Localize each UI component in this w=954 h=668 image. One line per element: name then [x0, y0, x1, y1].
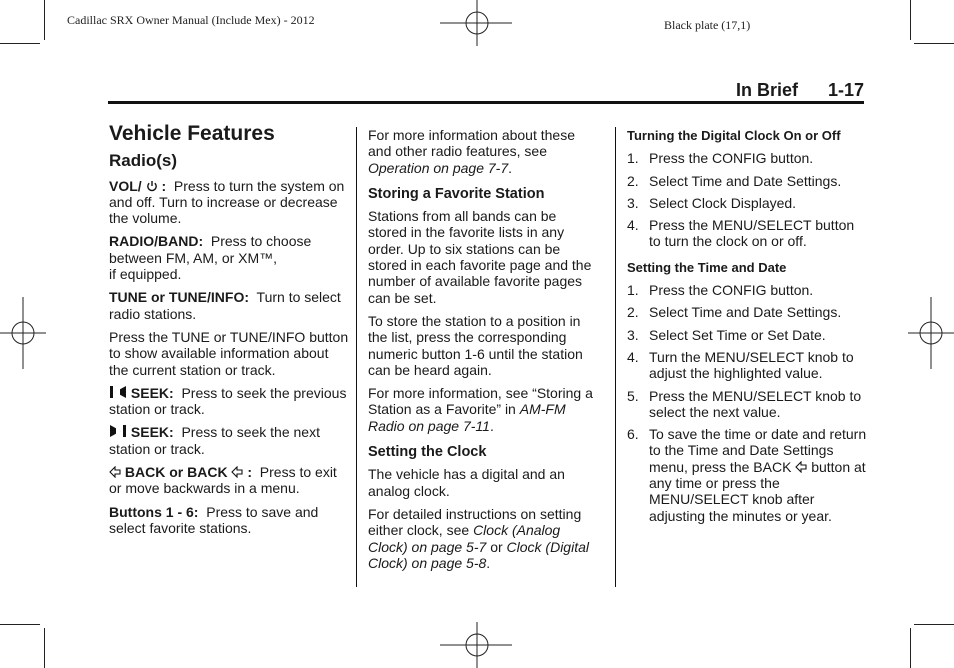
manual-title: Cadillac SRX Owner Manual (Include Mex) - 2012: [67, 13, 315, 27]
power-icon: [146, 180, 158, 192]
analog-clock-reference: Clock (Analog Clock) on page 5-7: [368, 522, 561, 555]
back-paragraph: [109, 464, 349, 497]
header-rule: [108, 101, 864, 104]
list-item: 3. Select Set Time or Set Date.: [627, 326, 826, 343]
buttons-text: Press to save and select favorite stations.: [109, 503, 319, 536]
section-heading: Radio(s): [109, 151, 177, 171]
back-arrow-icon: [231, 466, 243, 478]
back-arrow-icon: [109, 466, 121, 478]
list-item: 2. Select Time and Date Settings.: [627, 172, 842, 189]
plate-label: Black plate (17,1): [664, 18, 751, 32]
seek-previous-icon: [109, 385, 127, 399]
column-divider: [615, 127, 616, 587]
back-colon: :: [247, 464, 253, 481]
registration-target-icon: [440, 622, 516, 668]
intro-text: For more information about these and other radio features, see: [368, 127, 575, 160]
list-item: 2. Select Time and Date Settings.: [627, 304, 842, 321]
favorite-paragraph-1: Stations from all bands can be stored in the favorite lists in any order. Up to six stations can be stored in each favorite page and the number of available favorite pages can be set.: [368, 208, 592, 306]
list-item: 1. Press the CONFIG button.: [627, 282, 814, 299]
clock-paragraph-2: For detailed instructions on setting either clock, see Clock (Analog Clock) on page 5-7 or Clock (Digital Clock) on page 5-8.: [368, 505, 589, 571]
column-divider: [356, 127, 357, 587]
clock-paragraph-1: The vehicle has a digital and an analog clock.: [368, 466, 565, 499]
tune-label: TUNE or TUNE/INFO:: [109, 289, 249, 306]
set-time-heading: Setting the Time and Date: [627, 259, 787, 275]
vol-colon: :: [161, 177, 167, 194]
or-text: or: [490, 538, 503, 555]
tune-text: Turn to select radio stations.: [109, 289, 341, 322]
onoff-steps: [627, 150, 867, 249]
seek-next-text: Press to seek the next station or track.: [109, 424, 320, 457]
registration-target-icon: [440, 0, 516, 46]
favorite-heading: Storing a Favorite Station: [368, 185, 545, 202]
registration-target-icon: [0, 297, 46, 369]
favorite-paragraph-3: For more information, see “Storing a Station as a Favorite” in AM-FM Radio on page 7-11.: [368, 385, 593, 434]
radio-text: Press to choose between FM, AM, or XM™,: [109, 233, 312, 266]
tune-press-paragraph: Press the TUNE or TUNE/INFO button to show available information about the current station or track.: [109, 328, 349, 378]
list-item: 4. Turn the MENU/SELECT knob to adjust the highlighted value.: [627, 348, 854, 382]
running-header: [736, 80, 864, 101]
clock-instructions-text: For detailed instructions on setting either clock, see: [368, 505, 582, 539]
column-1: [109, 122, 349, 543]
page-title: Vehicle Features: [109, 122, 275, 145]
clock-heading: Setting the Clock: [368, 444, 487, 461]
onoff-heading: Turning the Digital Clock On or Off: [627, 128, 841, 143]
section-title: In Brief: [735, 80, 798, 100]
back-arrow-icon: [795, 461, 807, 473]
page-number: 1-17: [827, 80, 864, 100]
seek-next-icon: [109, 424, 127, 438]
column-2: [368, 127, 596, 578]
seek-label: SEEK:: [130, 384, 174, 401]
favorite-reference: AM-FM Radio on page 7-11: [368, 401, 566, 434]
vol-paragraph: [109, 178, 349, 227]
intro-paragraph: For more information about these and other radio features, see Operation on page 7-7.: [368, 127, 575, 176]
set-time-steps: [627, 282, 867, 524]
intro-reference: Operation on page 7-7: [368, 159, 509, 176]
vol-label: VOL/: [109, 177, 142, 194]
list-item: 4. Press the MENU/SELECT button to turn the clock on or off.: [627, 217, 855, 250]
list-item: 6. To save the time or date and return to the Time and Date Settings menu, press the BACK button at any time or press the MENU/SELECT knob after adjusting the minutes or year.: [627, 426, 867, 524]
vol-text: Press to turn the system on and off. Turn to increase or decrease the volume.: [109, 177, 345, 227]
buttons-paragraph: [109, 504, 349, 537]
back-label: BACK or BACK: [124, 464, 228, 481]
list-item: 5. Press the MENU/SELECT knob to select the next value.: [627, 387, 862, 420]
favorite-more-text: For more information, see “Storing a Station as a Favorite” in: [368, 385, 593, 418]
seek-label: SEEK:: [130, 424, 174, 441]
buttons-label: Buttons 1 - 6:: [109, 503, 199, 520]
back-text: Press to exit or move backwards in a menu.: [109, 464, 337, 497]
digital-clock-reference: Clock (Digital Clock) on page 5-8: [368, 538, 589, 571]
radio-label: RADIO/BAND:: [109, 233, 204, 250]
registration-target-icon: [908, 297, 954, 369]
radio-text-2: if equipped.: [109, 266, 182, 283]
favorite-paragraph-2: To store the station to a position in the list, press the corresponding numeric button 1-6 until the station can be heard again.: [368, 312, 583, 378]
seek-prev-text: Press to seek the previous station or track.: [109, 384, 347, 418]
seek-next-paragraph: [109, 424, 349, 457]
list-item: 3. Select Clock Displayed.: [627, 194, 797, 211]
column-3: [627, 128, 867, 532]
list-item: 1. Press the CONFIG button.: [627, 150, 814, 167]
seek-prev-paragraph: [109, 385, 349, 418]
tune-paragraph: [109, 289, 349, 322]
radio-paragraph: [109, 233, 349, 282]
